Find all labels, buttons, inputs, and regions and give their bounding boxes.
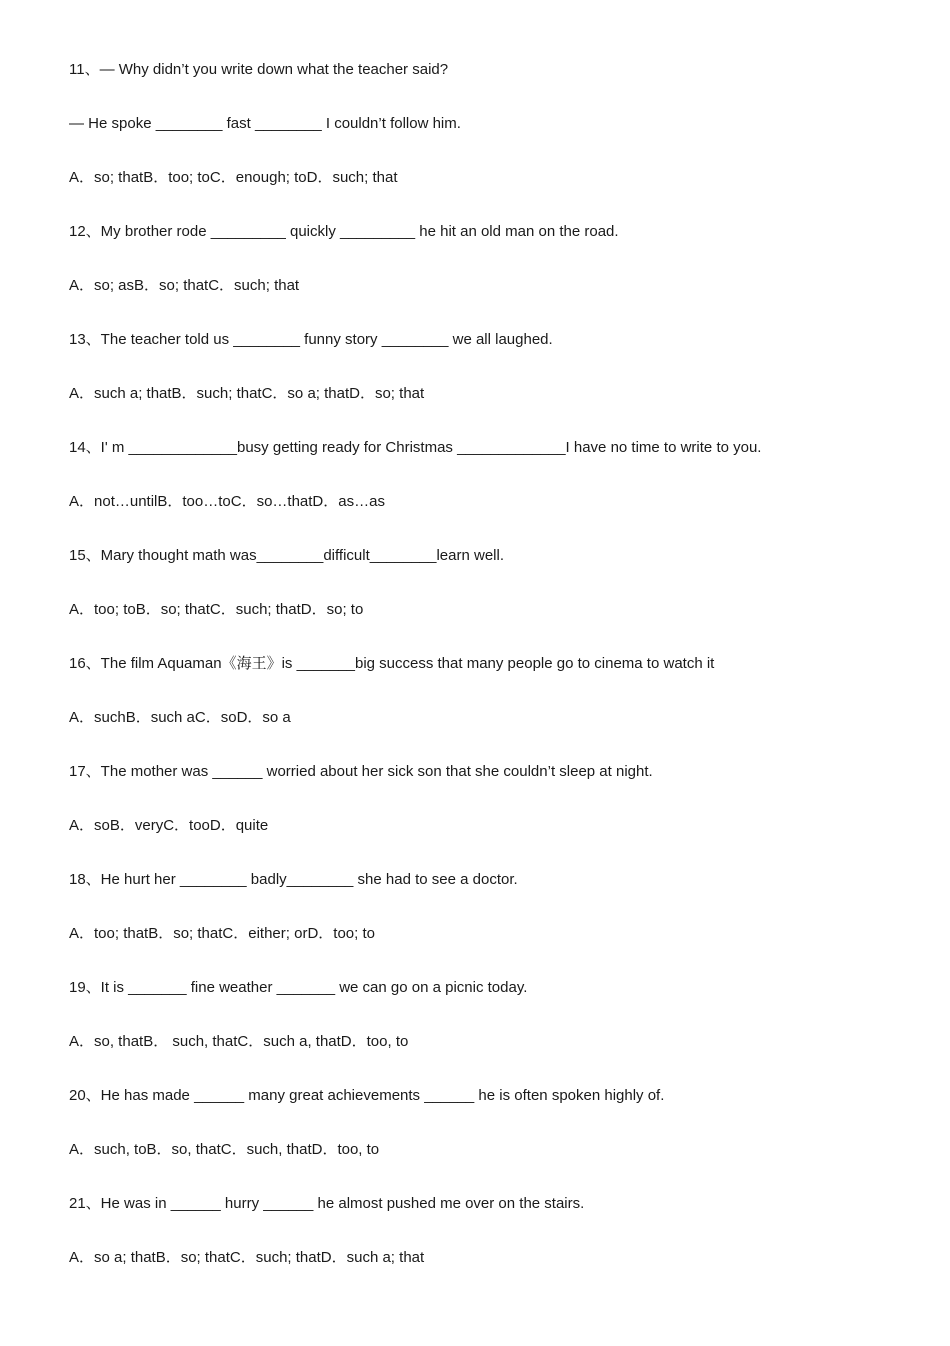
question-11-reply: — He spoke ________ fast ________ I couldn’t follow him. — [69, 115, 461, 132]
question-19-options: A．so, thatB． such, thatC．such a, thatD．too, to — [69, 1033, 409, 1050]
question-17-options: A．soB．veryC．tooD．quite — [69, 817, 269, 834]
question-16-options: A．suchB．such aC．soD．so a — [69, 709, 291, 726]
question-12-prompt: 12、My brother rode _________ quickly _________ he hit an old man on the road. — [69, 223, 619, 240]
question-13-prompt: 13、The teacher told us ________ funny story ________ we all laughed. — [69, 331, 553, 348]
question-14-prompt: 14、I' m _____________busy getting ready for Christmas _____________I have no time to write to you. — [69, 439, 762, 456]
question-20-prompt: 20、He has made ______ many great achievements ______ he is often spoken highly of. — [69, 1087, 665, 1104]
question-19-prompt: 19、It is _______ fine weather _______ we can go on a picnic today. — [69, 979, 528, 996]
question-16-prompt: 16、The film Aquaman《海王》is _______big success that many people go to cinema to watch it — [69, 655, 715, 672]
question-18-options: A．too; thatB．so; thatC．either; orD．too; to — [69, 925, 375, 942]
question-21-options: A．so a; thatB．so; thatC．such; thatD．such a; that — [69, 1249, 425, 1266]
question-18-prompt: 18、He hurt her ________ badly________ she had to see a doctor. — [69, 871, 518, 888]
question-20-options: A．such, toB．so, thatC．such, thatD．too, to — [69, 1141, 380, 1158]
question-13-options: A．such a; thatB．such; thatC．so a; thatD．so; that — [69, 385, 425, 402]
question-21-prompt: 21、He was in ______ hurry ______ he almost pushed me over on the stairs. — [69, 1195, 585, 1212]
question-list — [69, 58, 889, 1300]
question-12-options: A．so; asB．so; thatC．such; that — [69, 277, 300, 294]
question-15-options: A．too; toB．so; thatC．such; thatD．so; to — [69, 601, 364, 618]
question-11-options: A．so; thatB．too; toC．enough; toD．such; that — [69, 169, 398, 186]
question-14-options: A．not…untilB．too…toC．so…thatD．as…as — [69, 493, 385, 510]
question-17-prompt: 17、The mother was ______ worried about her sick son that she couldn’t sleep at night. — [69, 763, 653, 780]
question-15-prompt: 15、Mary thought math was________difficult________learn well. — [69, 547, 505, 564]
question-11-prompt: 11、— Why didn’t you write down what the teacher said? — [69, 61, 449, 78]
